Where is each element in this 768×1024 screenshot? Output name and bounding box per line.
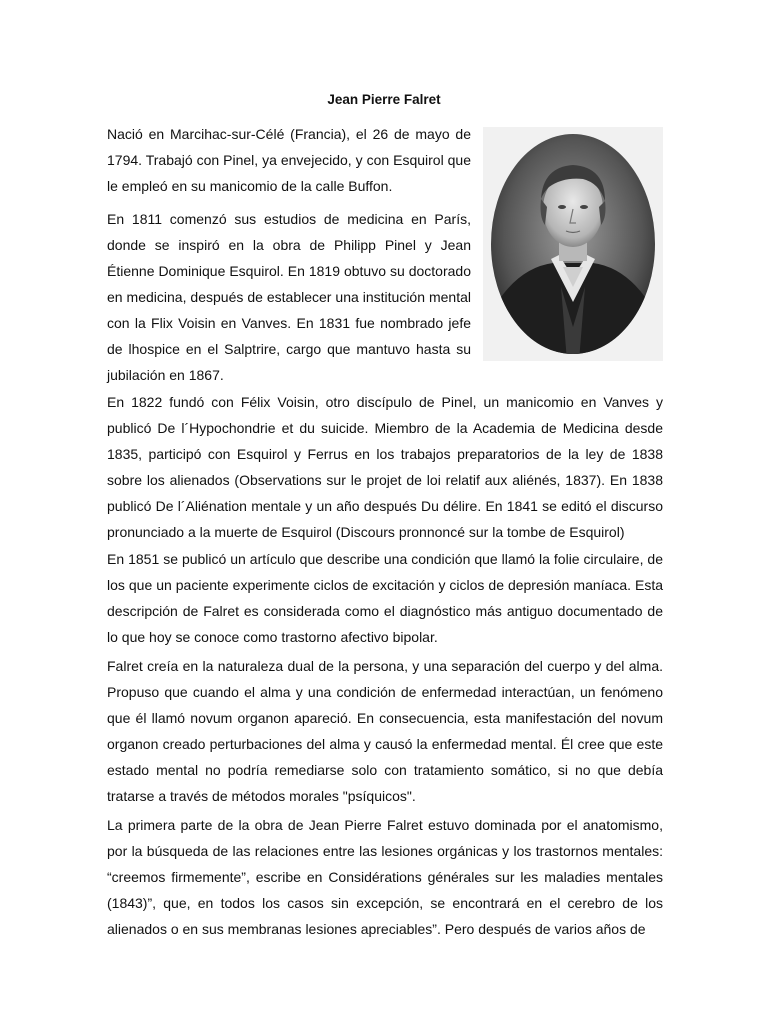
paragraph-folie-circulaire: En 1851 se publicó un artículo que describe una condición que llamó la folie circulaire, de los que un paciente experimente ciclos de excitación y ciclos de depresión maníaca. Esta descripción de Falret es considerada como el diagnóstico más antiguo documentado de lo que hoy se conoce como trastorno afectivo bipolar. (107, 551, 663, 645)
paragraph-birth: Nació en Marcihac-sur-Célé (Francia), el 26 de mayo de 1794. Trabajó con Pinel, ya envejecido, y con Esquirol que le empleó en su manicomio de la calle Buffon. (107, 126, 471, 194)
portrait-engraving (483, 127, 663, 361)
paragraph-studies: En 1811 comenzó sus estudios de medicina en París, donde se inspiró en la obra de Philipp Pinel y Jean Étienne Dominique Esquirol. En 1819 obtuvo su doctorado en medicina, después de establecer una institución mental con la Flix Voisin en Vanves. En 1831 fue nombrado jefe de lhospice en el Salptrire, cargo que mantuvo hasta su jubilación en 1867. (107, 211, 471, 383)
portrait-image (483, 127, 663, 361)
document-title: Jean Pierre Falret (327, 92, 441, 107)
paragraph-dual-nature: Falret creía en la naturaleza dual de la persona, y una separación del cuerpo y del alma. Propuso que cuando el alma y una condición de enfermedad interactúan, un fenómeno que él llamó novum organon apareció. En consecuencia, esta manifestación del novum organon creado perturbaciones del alma y causó la enfermedad mental. Él cree que este estado mental no podría remediarse solo con tratamiento somático, si no que debía tratarse a través de métodos morales "psíquicos". (107, 658, 663, 804)
paragraph-anatomism: La primera parte de la obra de Jean Pierre Falret estuvo dominada por el anatomismo, por la búsqueda de las relaciones entre las lesiones orgánicas y los trastornos mentales: “creemos firmemente”, escribe en Considérations générales sur les maladies mentales (1843)”, que, en todos los casos sin excepción, se encontrará en el cerebro de los alienados o en sus membranas lesiones apreciables”. Pero después de varios años de (107, 817, 663, 937)
paragraph-vanves: En 1822 fundó con Félix Voisin, otro discípulo de Pinel, un manicomio en Vanves y publicó De l´Hypochondrie et du suicide. Miembro de la Academia de Medicina desde 1835, participó con Esquirol y Ferrus en los trabajos preparatorios de la ley de 1838 sobre los alienados (Observations sur le projet de loi relatif aux aliénés, 1837). En 1838 publicó De l´Aliénation mentale y un año después Du délire. En 1841 se editó el discurso pronunciado a la muerte de Esquirol (Discours pronnoncé sur la tombe de Esquirol) (107, 394, 663, 540)
